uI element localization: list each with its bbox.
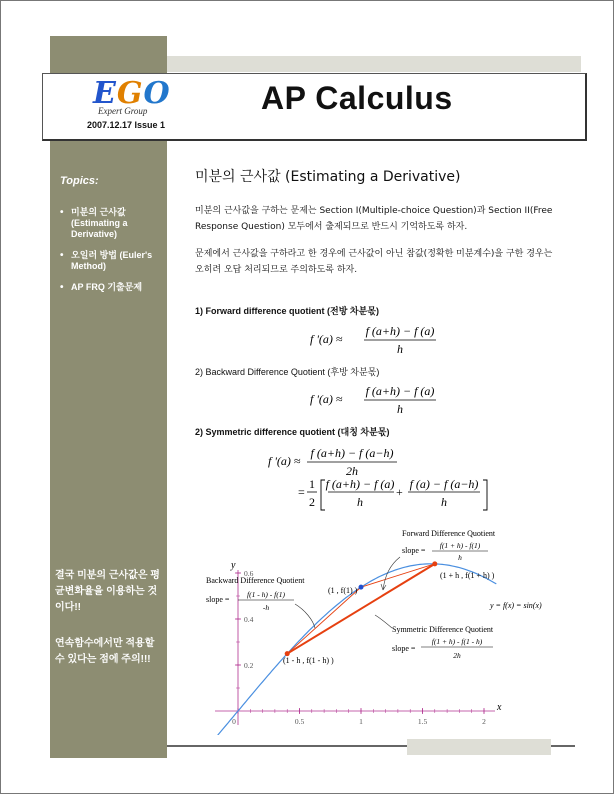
intro-paragraph-2: 문제에서 근사값을 구하라고 한 경우에 근사값이 아닌 참값(정확한 미분계수)을 구한 경우는 오히려 오답 처리되므로 주의하도록 하자. bbox=[195, 249, 553, 275]
topics-panel bbox=[60, 175, 165, 303]
forward-annotation-title: Forward Difference Quotient bbox=[402, 529, 496, 538]
logo-letter-e: E bbox=[93, 76, 117, 111]
topics-list bbox=[60, 207, 165, 293]
right-bracket bbox=[483, 480, 487, 510]
x-tick-label: 1.5 bbox=[417, 717, 428, 726]
symmetric-formula bbox=[262, 442, 502, 514]
point-mid-label: (1 , f(1) ) bbox=[328, 586, 358, 595]
backward-arrow bbox=[295, 604, 315, 628]
symmetric-label: 2) Symmetric difference quotient (대칭 차분몫) bbox=[195, 427, 390, 437]
forward-secant-line bbox=[361, 564, 435, 587]
x-tick-label: 1 bbox=[359, 717, 363, 726]
backward-formula bbox=[310, 380, 450, 416]
sym-term1-denominator: h bbox=[357, 495, 363, 509]
backward-annotation-title: Backward Difference Quotient bbox=[206, 576, 305, 585]
x-tick-label: 0 bbox=[232, 717, 236, 726]
forward-slope-numerator: f(1 + h) - f(1) bbox=[439, 541, 481, 550]
y-axis-label: y bbox=[231, 560, 236, 571]
symmetric-slope-text: slope = bbox=[392, 644, 416, 653]
formula-lhs: f '(a) ≈ bbox=[310, 332, 343, 346]
symmetric-denominator: 2h bbox=[346, 464, 358, 478]
header-box bbox=[42, 73, 587, 141]
formula-lhs: f '(a) ≈ bbox=[310, 392, 343, 406]
sym-term1-numerator: f (a+h) − f (a) bbox=[325, 477, 395, 491]
y-tick-label: 0.4 bbox=[244, 615, 254, 624]
x-axis-label: x bbox=[497, 702, 502, 713]
point-one bbox=[359, 585, 364, 590]
symmetric-numerator: f (a+h) − f (a−h) bbox=[310, 446, 394, 460]
backward-slope-numerator: f(1 - h) - f(1) bbox=[247, 590, 285, 599]
difference-quotient-graph bbox=[195, 520, 565, 735]
logo-letter-o: O bbox=[143, 76, 171, 111]
backward-denominator: h bbox=[397, 402, 403, 416]
section-title: 미분의 근사값 (Estimating a Derivative) bbox=[195, 169, 461, 185]
backward-numerator: f (a+h) − f (a) bbox=[365, 384, 435, 398]
sym-term2-denominator: h bbox=[441, 495, 447, 509]
ego-logo bbox=[93, 76, 171, 116]
header-accent-bar bbox=[167, 56, 581, 72]
sidebar-note-2: 연속함수에서만 적용할 수 있다는 점에 주의!!! bbox=[55, 638, 155, 665]
backward-slope-denominator: -h bbox=[262, 603, 270, 612]
forward-label: 1) Forward difference quotient (전방 차분몫) bbox=[195, 306, 379, 316]
point-left-label: (1 - h , f(1 - h) ) bbox=[283, 656, 334, 665]
equals-sign: = bbox=[298, 485, 305, 499]
backward-label: 2) Backward Difference Quotient (후방 차분몫) bbox=[195, 367, 380, 377]
forward-numerator: f (a+h) − f (a) bbox=[365, 324, 435, 338]
left-bracket bbox=[321, 480, 325, 510]
backward-slope-text: slope = bbox=[206, 595, 230, 604]
forward-slope-text: slope = bbox=[402, 546, 426, 555]
half-denominator: 2 bbox=[309, 495, 315, 509]
curve-label: y = f(x) = sin(x) bbox=[490, 601, 542, 610]
intro-paragraph-1: 미분의 근사값을 구하는 문제는 Section I(Multiple-choice Question)과 Section II(Free Response Question) 모두에서 출제되므로 반드시 기억하도록 하자. bbox=[195, 206, 553, 232]
point-one-plus-h bbox=[432, 561, 437, 566]
logo-subtitle: Expert Group bbox=[98, 106, 148, 116]
forward-denominator: h bbox=[397, 342, 403, 356]
sym-term2-numerator: f (a) − f (a−h) bbox=[409, 477, 479, 491]
y-tick-label: 0.2 bbox=[244, 661, 254, 670]
plus-sign: + bbox=[396, 485, 403, 499]
forward-slope-denominator: h bbox=[458, 553, 462, 562]
y-tick-label: 0.6 bbox=[244, 569, 254, 578]
formula-lhs: f '(a) ≈ bbox=[268, 454, 301, 468]
page-title: AP Calculus bbox=[261, 80, 453, 116]
symmetric-slope-denominator: 2h bbox=[453, 651, 461, 660]
logo-letter-g: G bbox=[116, 76, 144, 111]
symmetric-annotation-title: Symmetric Difference Quotient bbox=[392, 625, 494, 634]
topic-item-frq: • AP FRQ 기출문제 bbox=[60, 282, 165, 293]
sidebar-note-1: 결국 미분의 근사값은 평균변화율을 이용하는 것이다!! bbox=[55, 570, 160, 613]
backward-secant-line bbox=[287, 587, 361, 654]
symmetric-slope-numerator: f(1 + h) - f(1 - h) bbox=[431, 637, 483, 646]
topics-title: Topics: bbox=[60, 175, 99, 187]
footer-accent-bar bbox=[407, 739, 551, 755]
symmetric-arrow bbox=[375, 615, 392, 628]
x-tick-label: 0.5 bbox=[294, 717, 305, 726]
forward-formula bbox=[310, 320, 450, 356]
point-right-label: (1 + h , f(1 + h) ) bbox=[440, 571, 495, 580]
topic-item-estimating: • 미분의 근사값 (Estimating a Derivative) bbox=[60, 207, 165, 240]
topic-item-euler: • 오일러 방법 (Euler's Method) bbox=[60, 250, 165, 272]
half-numerator: 1 bbox=[309, 477, 315, 491]
symmetric-secant-line bbox=[287, 564, 435, 654]
x-tick-label: 2 bbox=[482, 717, 486, 726]
issue-date: 2007.12.17 Issue 1 bbox=[87, 120, 166, 130]
